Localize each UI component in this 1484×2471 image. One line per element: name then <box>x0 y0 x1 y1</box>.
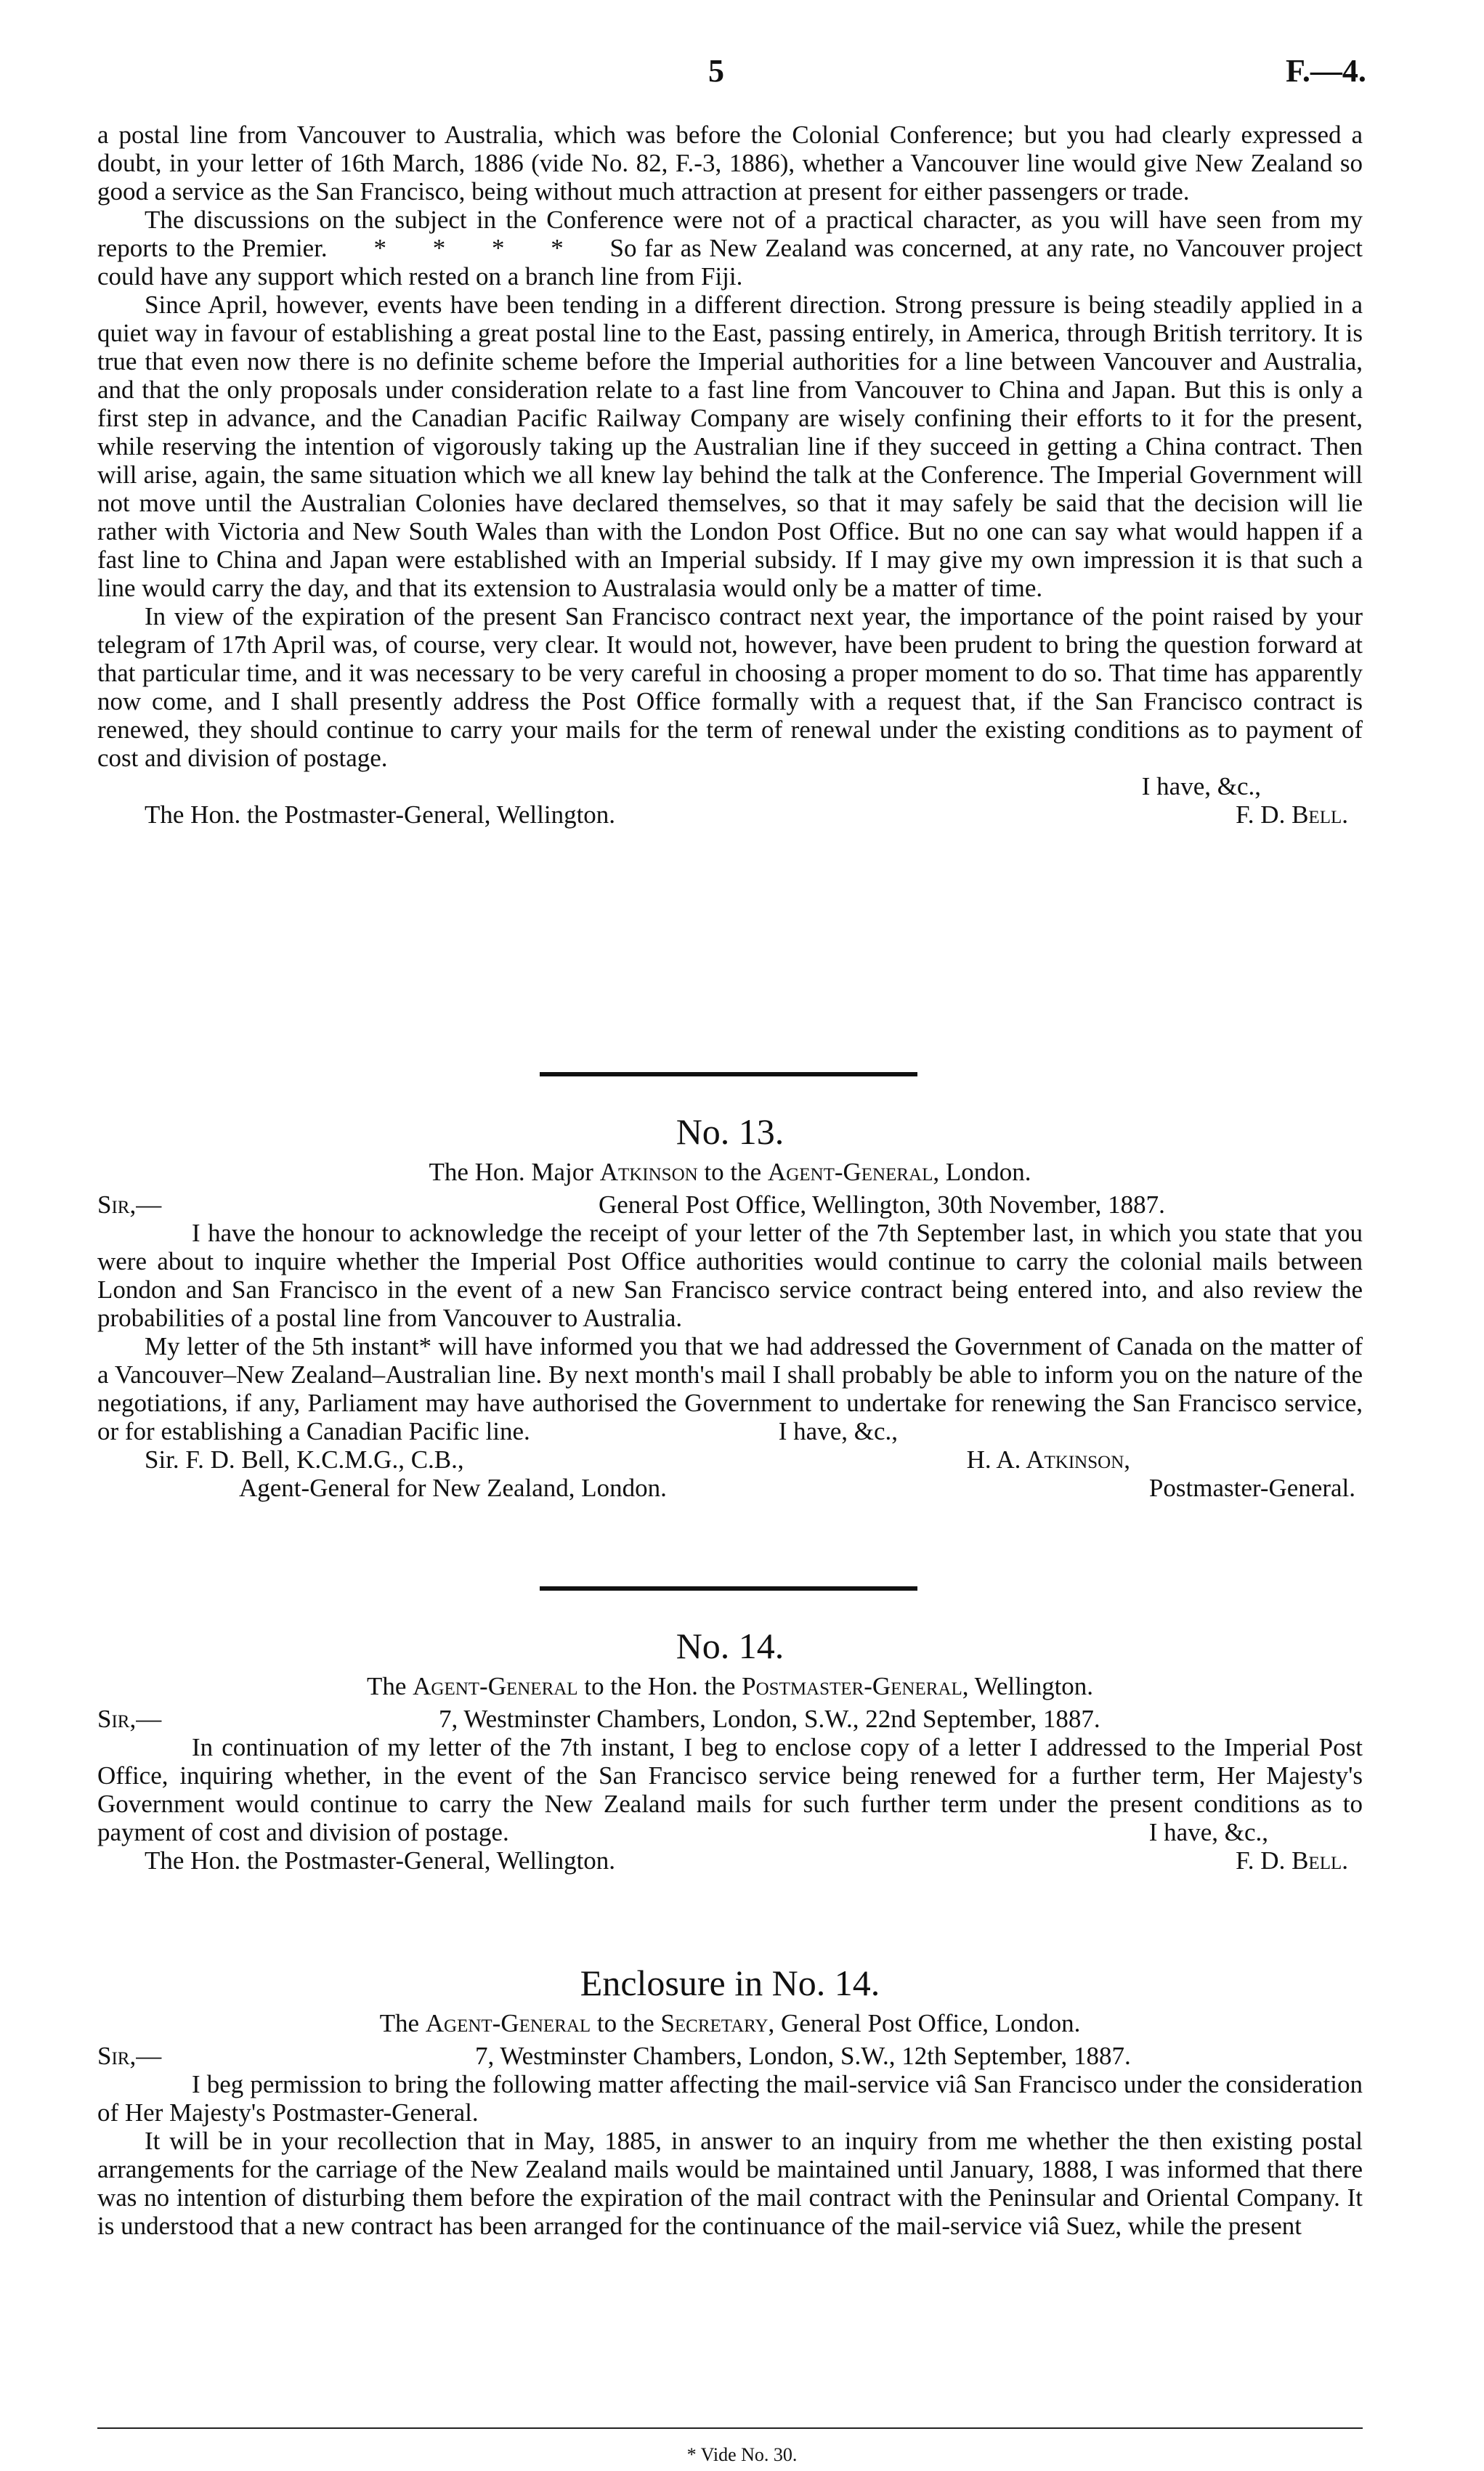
signature-title: Postmaster-General. <box>1148 1474 1355 1502</box>
subtitle-text: The <box>366 1672 413 1700</box>
addressee: Sir. F. D. Bell, K.C.M.G., C.B., <box>145 1445 464 1474</box>
section-heading: No. 14. <box>676 1626 784 1666</box>
letter-no-14 <box>97 1624 1363 1875</box>
signature: H. A. Atkinson, <box>966 1445 1130 1474</box>
section-subtitle <box>97 1672 1363 1700</box>
paragraph: In view of the expiration of the present San Francisco contract next year, the importance of the point raised by your telegram of 17th April was, of course, very clear. It would not, however, have been prudent to bring the question forward at that particular time, and it was necessary to be very careful in choosing a proper moment to do so. That time has apparently now come, and I shall presently address the Post Office formally with a request that, if the San Francisco contract is renewed, they should continue to carry your mails for the term of renewal under the existing conditions as to payment of cost and division of postage. <box>97 602 1363 772</box>
addressee: The Hon. the Postmaster-General, Wellington. <box>145 800 616 829</box>
signature: F. D. Bell. <box>1236 800 1348 829</box>
subtitle-name: Agent-General <box>767 1158 933 1186</box>
closing: I have, &c., <box>1141 772 1261 800</box>
address-date: 7, Westminster Chambers, London, S.W., 12th September, 1887. <box>475 2042 1131 2070</box>
address-date: General Post Office, Wellington, 30th November, 1887. <box>599 1190 1165 1219</box>
paragraph: My letter of the 5th instant* will have informed you that we had addressed the Government of Canada on the matter of a Vancouver–New Zealand–Australian line. By next month's mail I shall probably be able to inform you on the nature of the negotiations, if any, Parliament may have authorised the Government to undertake for renewing the San Francisco service, or for establishing a Canadian Pacific line. <box>97 1332 1363 1445</box>
footnote-rule <box>97 2427 1363 2429</box>
closing: I have, &c., <box>778 1417 898 1445</box>
subtitle-text: , General Post Office, London. <box>768 2009 1081 2037</box>
signature: F. D. Bell. <box>1236 1846 1348 1875</box>
subtitle-text: The Hon. Major <box>429 1158 600 1186</box>
section-divider <box>540 1586 917 1591</box>
paragraph: a postal line from Vancouver to Australia, which was before the Colonial Conference; but you had clearly expressed a doubt, in your letter of 16th March, 1886 (vide No. 82, F.-3, 1886), whether a Vancouver line would give New Zealand so good a service as the San Francisco, being without much attraction at present for either passengers or trade. <box>97 121 1363 206</box>
section-heading: Enclosure in No. 14. <box>580 1963 880 2003</box>
footnote: * Vide No. 30. <box>686 2444 798 2465</box>
subtitle-name: Atkinson <box>599 1158 698 1186</box>
salutation: Sir,— <box>97 1190 162 1219</box>
addressee-title: Agent-General for New Zealand, London. <box>239 1474 667 1502</box>
paragraph: I beg permission to bring the following matter affecting the mail-service viâ San Francisco under the consideration of Her Majesty's Postmaster-General. <box>97 2070 1363 2127</box>
addressee: The Hon. the Postmaster-General, Wellington. <box>145 1846 616 1875</box>
subtitle-text: to the <box>591 2009 661 2037</box>
letter-12-continuation <box>97 121 1369 829</box>
subtitle-text: , London. <box>933 1158 1031 1186</box>
letter-no-13 <box>97 1110 1363 1502</box>
section-heading: No. 13. <box>676 1111 784 1152</box>
subtitle-name: Secretary <box>660 2009 769 2037</box>
page-number: 5 <box>708 53 724 89</box>
subtitle-name: Agent-General <box>425 2009 591 2037</box>
paragraph: In continuation of my letter of the 7th instant, I beg to enclose copy of a letter I addressed to the Imperial Post Office, inquiring whether, in the event of the San Francisco service being renewed for a further term, Her Majesty's Government would continue to carry the New Zealand mails for such further term under the present conditions as to payment of cost and division of postage. <box>97 1733 1363 1846</box>
salutation: Sir,— <box>97 1705 162 1733</box>
document-code: F.—4. <box>1286 53 1366 89</box>
closing: I have, &c., <box>1148 1818 1268 1846</box>
section-subtitle <box>97 2009 1363 2037</box>
paragraph: The discussions on the subject in the Conference were not of a practical character, as you will have seen from my reports to the Premier. * * * * So far as New Zealand was concerned, at any rate, no Vancouver project could have any support which rested on a branch line from Fiji. <box>97 206 1369 291</box>
salutation: Sir,— <box>97 2042 162 2070</box>
address-date: 7, Westminster Chambers, London, S.W., 22nd September, 1887. <box>439 1705 1100 1733</box>
subtitle-text: , Wellington. <box>962 1672 1094 1700</box>
subtitle-name: Postmaster-General <box>742 1672 962 1700</box>
subtitle-text: to the <box>697 1158 768 1186</box>
subtitle-text: The <box>379 2009 426 2037</box>
subtitle-name: Agent-General <box>413 1672 578 1700</box>
section-subtitle <box>97 1158 1363 1186</box>
enclosure-no-14 <box>97 1961 1363 2240</box>
paragraph: I have the honour to acknowledge the receipt of your letter of the 7th September last, in which you state that you were about to inquire whether the Imperial Post Office authorities would continue to carry the colonial mails between London and San Francisco in the event of a new San Francisco service contract being entered into, and also review the probabilities of a postal line from Vancouver to Australia. <box>97 1219 1363 1332</box>
section-divider <box>540 1072 917 1076</box>
paragraph: It will be in your recollection that in May, 1885, in answer to an inquiry from me whether the then existing postal arrangements for the carriage of the New Zealand mails would be maintained until January, 1888, I was informed that there was no intention of disturbing them before the expiration of the mail contract with the Peninsular and Oriental Company. It is understood that a new contract has been arranged for the continuance of the mail-service viâ Suez, while the present <box>97 2127 1363 2240</box>
paragraph: Since April, however, events have been tending in a different direction. Strong pressure is being steadily applied in a quiet way in favour of establishing a great postal line to the East, passing entirely, in America, through British territory. It is true that even now there is no definite scheme before the Imperial authorities for a line between Vancouver and Australia, and that the only proposals under consideration relate to a fast line from Vancouver to China and Japan. But this is only a first step in advance, and the Canadian Pacific Railway Company are wisely confining their efforts to it for the present, while reserving the intention of vigorously taking up the Australian line if they succeed in getting a China contract. Then will arise, again, the same situation which we all knew lay behind the talk at the Conference. The Imperial Government will not move until the Australian Colonies have declared themselves, so that it may safely be said that the decision will lie rather with Victoria and New South Wales than with the London Post Office. But no one can say what would happen if a fast line to China and Japan were established with an Imperial subsidy. If I may give my own impression it is that such a line would carry the day, and that its extension to Australasia would only be a matter of time. <box>97 291 1363 602</box>
subtitle-text: to the Hon. the <box>577 1672 742 1700</box>
